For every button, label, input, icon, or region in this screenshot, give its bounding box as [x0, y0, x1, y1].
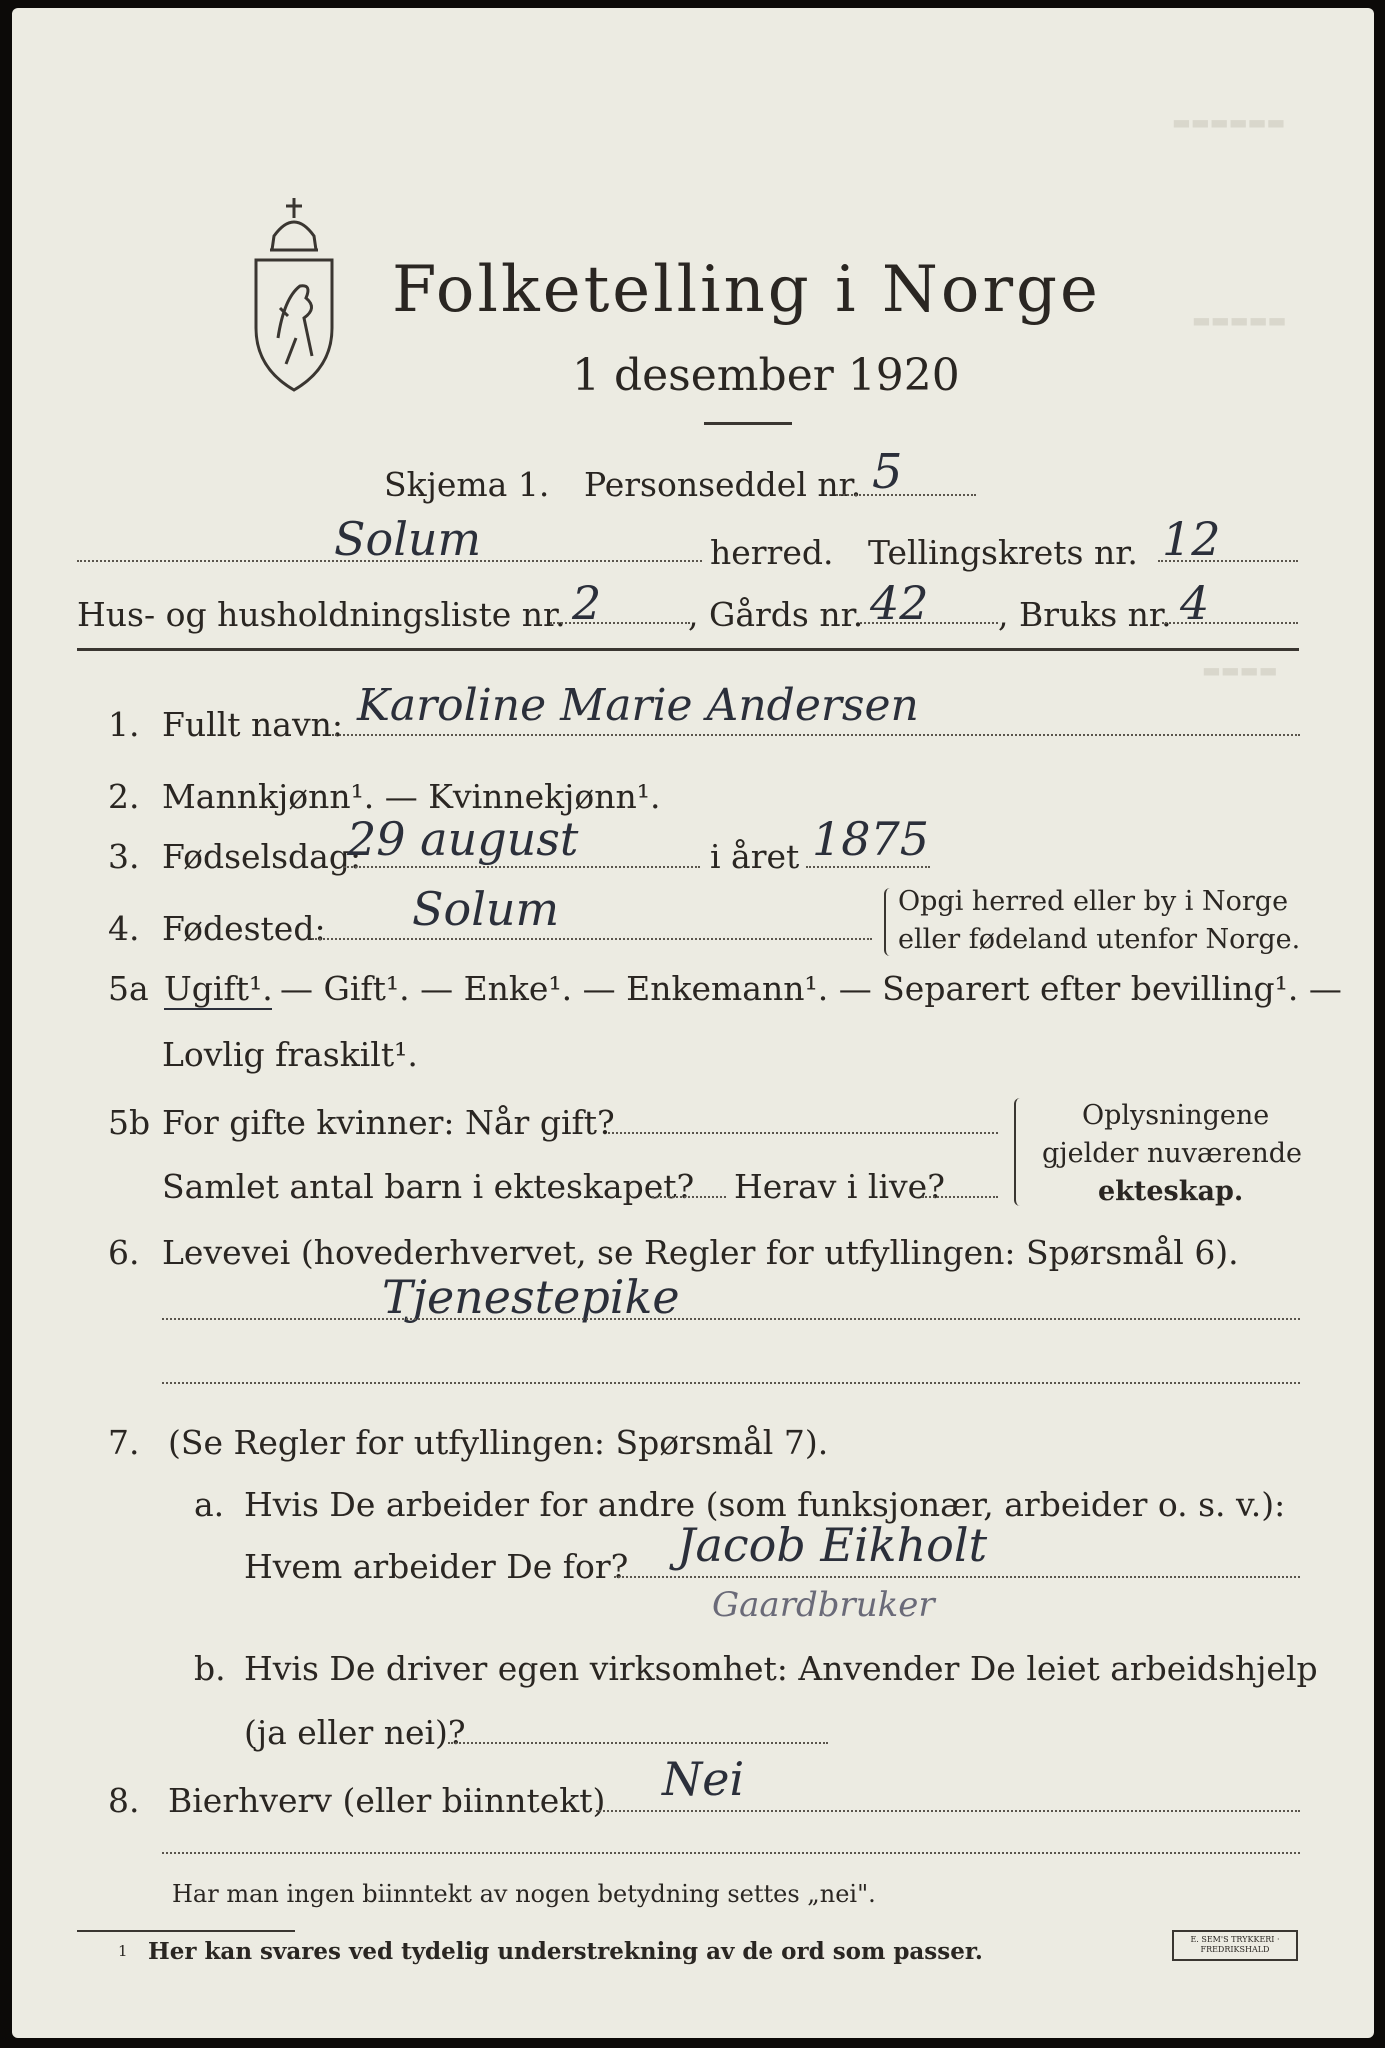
q1-value: Karoline Marie Andersen [357, 680, 919, 731]
personseddel-value: 5 [872, 444, 903, 500]
q1-label: Fullt navn: [162, 705, 343, 744]
q5b-label-children: Samlet antal barn i ekteskapet? [162, 1167, 695, 1206]
hus-value: 2 [572, 576, 602, 630]
hus-label: Hus- og husholdningsliste nr. [77, 595, 566, 634]
q5a-number: 5a [108, 969, 149, 1008]
q3-line [344, 866, 700, 868]
q8-line2 [162, 1852, 1300, 1854]
q6-number: 6. [108, 1233, 140, 1272]
q3-number: 3. [108, 837, 140, 876]
tellingskrets-label: Tellingskrets nr. [868, 533, 1138, 572]
form-title: Folketelling i Norge [392, 253, 1101, 327]
coat-of-arms-icon [234, 188, 354, 398]
q5b-label-alive: Herav i live? [734, 1167, 945, 1206]
census-form [12, 8, 1374, 2038]
q5b-note-line1: Oplysningene [1082, 1100, 1270, 1131]
q8-number: 8. [108, 1781, 140, 1820]
q4-label: Fødested: [162, 909, 326, 948]
q7a-annotation: Gaardbruker [712, 1585, 935, 1625]
q5b-children-line [652, 1196, 726, 1198]
q5a-options: — Gift¹. — Enke¹. — Enkemann¹. — Separert efter bevilling¹. — [280, 969, 1342, 1008]
q7b-letter: b. [194, 1649, 226, 1688]
footnote-mark: 1 [118, 1942, 128, 1960]
printer-stamp: E. SEM'S TRYKKERI · FREDRIKSHALD [1172, 1930, 1298, 1961]
q4-line [312, 938, 872, 940]
bleed-through-text: ▬▬▬▬▬▬ [1172, 110, 1286, 134]
bruks-value: 4 [1180, 576, 1210, 630]
q5b-alive-line [922, 1196, 998, 1198]
bleed-through-text: ▬▬▬▬▬ [1192, 308, 1287, 332]
footer-note: Har man ingen biinntekt av nogen betydning settes „nei". [172, 1880, 876, 1908]
q4-number: 4. [108, 909, 140, 948]
q7a-value: Jacob Eikholt [677, 1518, 988, 1572]
q7b-label2: (ja eller nei)? [244, 1713, 466, 1752]
q2-label: Mannkjønn¹. — Kvinnekjønn¹. [162, 777, 661, 816]
q7b-line [448, 1742, 828, 1744]
q6-line1 [162, 1318, 1300, 1320]
q7a-line [614, 1576, 1300, 1578]
q7b-label: Hvis De driver egen virksomhet: Anvender De leiet arbeidshjelp [244, 1649, 1318, 1688]
q2-number: 2. [108, 777, 140, 816]
q4-note-line2: eller fødeland utenfor Norge. [898, 924, 1301, 955]
q3-year-label: i året [710, 837, 800, 876]
gards-value: 42 [870, 576, 929, 630]
q7-number: 7. [108, 1423, 140, 1462]
q3-year-line [806, 866, 930, 868]
q5a-line2: Lovlig fraskilt¹. [162, 1035, 418, 1074]
q8-value: Nei [662, 1752, 745, 1806]
footnote-text: Her kan svares ved tydelig understrekning av de ord som passer. [148, 1938, 983, 1965]
bleed-through-text: ▬▬▬▬ [1202, 658, 1278, 682]
q4-brace [884, 888, 896, 956]
bruks-label: , Bruks nr. [998, 595, 1172, 634]
title-divider [704, 422, 792, 425]
q5a-ugift: Ugift¹. [164, 969, 273, 1008]
q5a-ugift-underline [164, 1008, 272, 1010]
q3-year-value: 1875 [812, 812, 930, 866]
q4-value: Solum [412, 882, 560, 936]
q3-label: Fødselsdag: [162, 837, 362, 876]
q7-label: (Se Regler for utfyllingen: Spørsmål 7). [168, 1423, 829, 1462]
section-divider [77, 648, 1299, 651]
personseddel-line [836, 494, 976, 496]
tellingskrets-value: 12 [1162, 512, 1221, 566]
q7a-letter: a. [194, 1485, 225, 1524]
q6-value: Tjenestepike [382, 1270, 680, 1324]
q6-label: Levevei (hovederhvervet, se Regler for utfyllingen: Spørsmål 6). [162, 1233, 1239, 1272]
q5b-note-line3: ekteskap. [1098, 1176, 1244, 1207]
footnote-rule [77, 1930, 295, 1932]
q4-note-line1: Opgi herred eller by i Norge [898, 886, 1289, 917]
gards-label: , Gårds nr. [688, 595, 864, 634]
q5b-married-line [608, 1132, 998, 1134]
q5b-brace [1014, 1098, 1026, 1206]
q6-line2 [162, 1382, 1300, 1384]
q8-label: Bierhverv (eller biinntekt) [168, 1781, 606, 1820]
q7a-label: Hvis De arbeider for andre (som funksjonær, arbeider o. s. v.): [244, 1485, 1286, 1524]
personseddel-label: Personseddel nr. [584, 465, 862, 504]
herred-value: Solum [334, 512, 482, 566]
herred-label: herred. [710, 533, 834, 572]
q5b-label-married: For gifte kvinner: Når gift? [162, 1103, 615, 1142]
skjema-label: Skjema 1. [384, 465, 550, 504]
q5b-note-line2: gjelder nuværende [1042, 1138, 1302, 1169]
q7a-label2: Hvem arbeider De for? [244, 1547, 629, 1586]
q8-line [596, 1810, 1300, 1812]
q1-line [332, 734, 1300, 736]
q3-value: 29 august [347, 812, 579, 866]
hus-line [550, 622, 690, 624]
form-date: 1 desember 1920 [572, 350, 960, 401]
q1-number: 1. [108, 705, 140, 744]
q5b-number: 5b [108, 1103, 151, 1142]
